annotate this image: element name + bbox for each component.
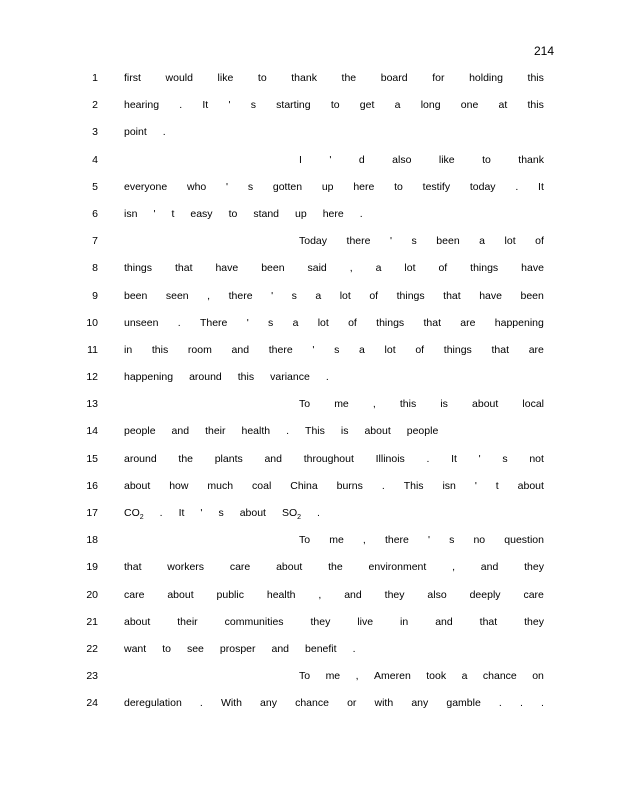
word: they <box>524 561 544 574</box>
transcript-line <box>0 586 618 613</box>
word: me <box>334 398 349 411</box>
word: hearing <box>124 99 160 112</box>
word: a <box>375 262 382 275</box>
word: deregulation <box>124 697 182 710</box>
word: is <box>440 398 448 411</box>
word: things <box>124 262 153 275</box>
word: coal <box>252 479 272 492</box>
line-text <box>299 232 544 250</box>
transcript-line <box>0 558 618 585</box>
word: of <box>535 235 544 248</box>
transcript-line <box>0 504 618 531</box>
word: environment <box>368 561 427 574</box>
line-number: 6 <box>92 207 98 220</box>
word: . <box>519 697 523 710</box>
word: also <box>427 588 447 601</box>
word: care <box>124 588 145 601</box>
line-number: 11 <box>87 343 98 356</box>
transcript-line <box>0 341 618 368</box>
word: been <box>261 262 285 275</box>
line-text <box>124 123 544 141</box>
word: . <box>359 207 363 220</box>
word: thank <box>291 72 317 84</box>
line-number: 1 <box>92 72 98 84</box>
word: there <box>384 534 409 547</box>
word: holding <box>469 72 503 84</box>
word: , <box>452 561 455 574</box>
line-text <box>124 450 544 468</box>
word: ' <box>312 343 315 356</box>
word: been <box>124 289 148 302</box>
word: stand <box>253 207 280 220</box>
word: It <box>202 99 209 112</box>
word: me <box>329 534 344 547</box>
word: . <box>199 697 203 710</box>
word: s <box>218 507 224 519</box>
line-number: 17 <box>86 507 98 519</box>
word: s <box>411 235 417 248</box>
transcript-line <box>0 259 618 286</box>
word: around <box>124 452 157 465</box>
word: care <box>523 588 544 601</box>
word: their <box>205 425 226 438</box>
word: There <box>199 316 228 329</box>
word: like <box>438 153 455 166</box>
line-number: 19 <box>86 561 98 574</box>
line-text <box>124 368 544 386</box>
word: here <box>322 207 344 220</box>
word: there <box>346 235 371 248</box>
transcript-line <box>0 69 618 96</box>
word: me <box>325 670 341 683</box>
line-text <box>124 640 544 658</box>
line-number: 7 <box>92 235 98 248</box>
word: on <box>532 670 544 683</box>
word: and <box>231 343 250 356</box>
word: this <box>151 343 169 356</box>
word: the <box>328 561 343 574</box>
word: isn <box>124 207 138 220</box>
word: t <box>171 207 175 220</box>
transcript-line <box>0 123 618 150</box>
line-number: 13 <box>86 398 98 411</box>
word: about <box>364 425 391 438</box>
line-text <box>124 259 544 277</box>
word: in <box>124 343 133 356</box>
line-number: 21 <box>86 615 98 628</box>
word: things <box>443 343 472 356</box>
word: communities <box>224 615 284 628</box>
word: and <box>171 425 190 438</box>
word: and <box>264 452 282 465</box>
word: chance <box>295 697 329 710</box>
line-number: 14 <box>86 425 98 438</box>
transcript-line <box>0 314 618 341</box>
word: ' <box>271 289 274 302</box>
word: ' <box>474 479 477 492</box>
word: things <box>396 289 425 302</box>
word: been <box>436 235 460 248</box>
word: unseen <box>124 316 159 329</box>
word: also <box>392 153 412 166</box>
transcript-line <box>0 667 618 694</box>
word: to <box>162 642 171 655</box>
word: thank <box>518 153 544 166</box>
word: prosper <box>219 642 256 655</box>
word: . <box>317 507 320 519</box>
line-number: 8 <box>92 262 98 275</box>
line-number: 18 <box>86 534 98 547</box>
word: been <box>520 289 544 302</box>
word: no <box>473 534 486 547</box>
word: long <box>420 99 441 112</box>
word: have <box>215 262 239 275</box>
line-number: 9 <box>92 289 98 302</box>
word: To <box>299 534 311 547</box>
word: gotten <box>272 180 303 193</box>
word: to <box>394 180 403 193</box>
word: get <box>359 99 375 112</box>
word: any <box>411 697 429 710</box>
word: about <box>276 561 303 574</box>
word: and <box>480 561 499 574</box>
word: of <box>438 262 448 275</box>
word: question <box>504 534 544 547</box>
word: not <box>529 452 544 465</box>
word: To <box>299 670 311 683</box>
word: . <box>286 425 290 438</box>
word: in <box>400 615 409 628</box>
word: burns <box>336 479 363 492</box>
word: s <box>247 180 254 193</box>
word: happening <box>494 316 544 329</box>
word: I <box>299 153 302 166</box>
word: that <box>443 289 461 302</box>
word: ' <box>200 507 203 519</box>
word: a <box>461 670 468 683</box>
word: around <box>189 371 222 384</box>
word: This <box>403 479 424 492</box>
word: It <box>538 180 544 193</box>
word: s <box>449 534 455 547</box>
line-number: 23 <box>86 670 98 683</box>
word: board <box>380 72 408 84</box>
word: ' <box>153 207 156 220</box>
line-number: 5 <box>92 180 98 193</box>
line-number: 22 <box>86 642 98 655</box>
line-text <box>124 341 544 359</box>
word: and <box>435 615 453 628</box>
line-text <box>124 586 544 604</box>
word: Ameren <box>374 670 411 683</box>
word: a <box>292 316 299 329</box>
word: d <box>358 153 365 166</box>
transcript-line <box>0 640 618 667</box>
line-text <box>124 314 544 332</box>
line-number: 12 <box>86 371 98 384</box>
word: plants <box>214 452 243 465</box>
word: things <box>376 316 405 329</box>
line-text <box>124 96 544 114</box>
word: up <box>295 207 307 220</box>
word: point <box>124 126 147 139</box>
word: they <box>310 615 331 628</box>
line-text <box>299 395 544 413</box>
word: this <box>237 371 255 384</box>
word: , <box>372 398 376 411</box>
word: public <box>216 588 244 601</box>
word: of <box>348 316 357 329</box>
word: about <box>239 507 266 519</box>
line-text <box>299 667 544 685</box>
word: lot <box>404 262 416 275</box>
word: of <box>369 289 379 302</box>
transcript-line <box>0 287 618 314</box>
word: the <box>341 72 357 84</box>
word: took <box>426 670 447 683</box>
word: lot <box>339 289 351 302</box>
word: is <box>340 425 349 438</box>
word: to <box>330 99 340 112</box>
word: ' <box>246 316 249 329</box>
word: $CO_2$ <box>124 507 144 522</box>
word: or <box>347 697 357 710</box>
word: would <box>165 72 193 84</box>
word: ' <box>228 99 231 112</box>
word: Illinois <box>375 452 405 465</box>
word: that <box>423 316 441 329</box>
transcript-body <box>0 69 618 722</box>
line-text <box>124 558 544 576</box>
word: about <box>517 479 544 492</box>
word: $SO_2$ <box>281 507 302 522</box>
word: health <box>266 588 296 601</box>
word: t <box>495 479 499 492</box>
word: have <box>521 262 544 275</box>
word: deeply <box>469 588 501 601</box>
word: here <box>353 180 375 193</box>
word: . <box>352 642 356 655</box>
line-text <box>124 205 544 223</box>
word: benefit <box>305 642 337 655</box>
word: and <box>344 588 362 601</box>
transcript-line <box>0 178 618 205</box>
word: , <box>355 670 359 683</box>
line-text <box>124 613 544 631</box>
word: of <box>415 343 425 356</box>
word: ' <box>329 153 332 166</box>
word: . <box>515 180 519 193</box>
line-number: 20 <box>86 588 98 601</box>
line-text <box>124 69 544 87</box>
transcript-line <box>0 151 618 178</box>
word: s <box>291 289 297 302</box>
line-text <box>124 694 544 712</box>
word: gamble <box>446 697 481 710</box>
transcript-line <box>0 232 618 259</box>
word: with <box>374 697 394 710</box>
word: . <box>159 507 163 519</box>
word: , <box>362 534 366 547</box>
word: people <box>124 425 156 438</box>
line-number: 10 <box>86 316 98 329</box>
word: that <box>491 343 510 356</box>
word: see <box>186 642 204 655</box>
transcript-line <box>0 96 618 123</box>
word: lot <box>317 316 329 329</box>
word: everyone <box>124 180 168 193</box>
word: room <box>187 343 212 356</box>
word: that <box>479 615 498 628</box>
word: people <box>406 425 439 438</box>
word: With <box>220 697 242 710</box>
line-number: 15 <box>86 452 98 465</box>
transcript-line <box>0 613 618 640</box>
transcript-line <box>0 422 618 449</box>
line-text <box>124 422 544 440</box>
transcript-line <box>0 694 618 721</box>
word: ' <box>390 235 393 248</box>
word: at <box>498 99 508 112</box>
transcript-line <box>0 531 618 558</box>
word: To <box>299 398 311 411</box>
line-text <box>124 178 544 196</box>
word: much <box>207 479 234 492</box>
word: a <box>479 235 486 248</box>
page-number: 214 <box>533 44 554 58</box>
word: the <box>178 452 194 465</box>
word: ' <box>226 180 229 193</box>
transcript-line <box>0 450 618 477</box>
line-text <box>124 504 544 527</box>
word: ' <box>427 534 430 547</box>
word: throughout <box>303 452 354 465</box>
word: care <box>229 561 251 574</box>
line-number: 2 <box>92 99 98 112</box>
word: . <box>540 697 544 710</box>
word: s <box>502 452 508 465</box>
transcript-line <box>0 477 618 504</box>
word: workers <box>167 561 205 574</box>
word: for <box>432 72 445 84</box>
word: one <box>460 99 479 112</box>
word: said <box>307 262 327 275</box>
word: s <box>268 316 274 329</box>
word: their <box>177 615 198 628</box>
word: a <box>315 289 322 302</box>
word: like <box>217 72 234 84</box>
line-text <box>299 151 544 169</box>
line-text <box>124 477 544 495</box>
line-number: 3 <box>92 126 98 139</box>
word: chance <box>482 670 517 683</box>
word: to <box>257 72 267 84</box>
word: this <box>399 398 417 411</box>
word: this <box>527 99 544 112</box>
word: variance <box>270 371 310 384</box>
word: . <box>162 126 166 139</box>
word: about <box>124 615 151 628</box>
word: . <box>426 452 430 465</box>
word: there <box>268 343 293 356</box>
word: ' <box>478 452 481 465</box>
word: It <box>178 507 185 519</box>
word: there <box>228 289 253 302</box>
word: this <box>527 72 544 84</box>
word: It <box>451 452 457 465</box>
word: they <box>384 588 405 601</box>
word: want <box>124 642 147 655</box>
word: This <box>305 425 325 438</box>
word: to <box>482 153 491 166</box>
word: live <box>357 615 374 628</box>
word: , <box>349 262 353 275</box>
word: . <box>179 99 183 112</box>
word: up <box>321 180 334 193</box>
line-number: 24 <box>86 697 98 710</box>
word: . <box>325 371 329 384</box>
word: local <box>522 398 544 411</box>
word: who <box>186 180 207 193</box>
word: that <box>124 561 142 574</box>
word: . <box>177 316 181 329</box>
transcript-line <box>0 205 618 232</box>
word: . <box>498 697 502 710</box>
word: about <box>472 398 499 411</box>
word: starting <box>276 99 311 112</box>
transcript-line <box>0 368 618 395</box>
line-text <box>124 287 544 305</box>
word: have <box>479 289 502 302</box>
word: first <box>124 72 141 84</box>
word: to <box>228 207 238 220</box>
word: are <box>528 343 544 356</box>
word: about <box>124 479 151 492</box>
word: today <box>469 180 496 193</box>
line-number: 16 <box>86 479 98 492</box>
word: s <box>250 99 256 112</box>
word: things <box>470 262 499 275</box>
word: are <box>460 316 476 329</box>
word: isn <box>442 479 456 492</box>
line-text <box>299 531 544 549</box>
word: a <box>394 99 401 112</box>
word: easy <box>190 207 213 220</box>
word: , <box>318 588 322 601</box>
word: seen <box>165 289 189 302</box>
word: that <box>174 262 193 275</box>
transcript-line <box>0 395 618 422</box>
word: China <box>290 479 318 492</box>
word: . <box>381 479 385 492</box>
line-number: 4 <box>92 153 98 166</box>
word: how <box>169 479 189 492</box>
word: a <box>359 343 365 356</box>
word: and <box>271 642 290 655</box>
word: , <box>207 289 211 302</box>
word: Today <box>299 235 328 248</box>
word: health <box>241 425 271 438</box>
word: any <box>260 697 277 710</box>
word: they <box>524 615 544 628</box>
word: about <box>167 588 194 601</box>
word: happening <box>124 371 174 384</box>
word: lot <box>504 235 516 248</box>
word: testify <box>422 180 451 193</box>
word: lot <box>384 343 396 356</box>
word: s <box>334 343 340 356</box>
